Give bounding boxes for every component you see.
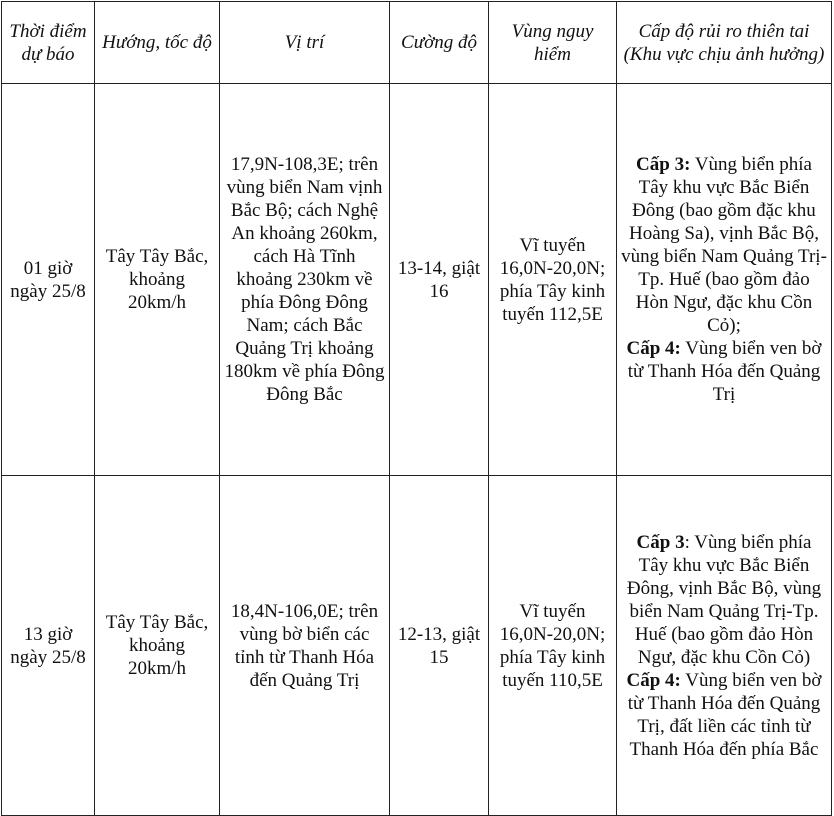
risk-description: : Vùng biển phía Tây khu vực Bắc Biển Đông, vịnh Bắc Bộ, vùng biển Nam Quảng Trị-Tp. Huế (bao gồm đảo Hòn Ngư, đặc khu Cồn Cỏ) — [626, 531, 822, 668]
risk-level-label: Cấp 3 — [636, 531, 685, 553]
header-row — [2, 2, 832, 84]
header-direction: Hướng, tốc độ — [95, 2, 220, 84]
risk-description: Vùng biển ven bờ từ Thanh Hóa đến Quảng Trị — [627, 338, 822, 405]
header-intensity: Cường độ — [390, 2, 489, 84]
cell-danger-zone: Vĩ tuyến 16,0N-20,0N; phía Tây kinh tuyến 110,5E — [489, 476, 617, 816]
cell-risk — [617, 84, 832, 476]
cell-time: 13 giờ ngày 25/8 — [2, 476, 95, 816]
risk-entry — [621, 153, 827, 337]
risk-description: Vùng biển ven bờ từ Thanh Hóa đến Quảng Trị, đất liền các tỉnh từ Thanh Hóa đến phía Bắc — [627, 669, 822, 760]
cell-time: 01 giờ ngày 25/8 — [2, 84, 95, 476]
header-position: Vị trí — [220, 2, 390, 84]
risk-entry — [621, 669, 827, 761]
cell-position: 18,4N-106,0E; trên vùng bờ biển các tỉnh từ Thanh Hóa đến Quảng Trị — [220, 476, 390, 816]
cell-danger-zone: Vĩ tuyến 16,0N-20,0N; phía Tây kinh tuyến 112,5E — [489, 84, 617, 476]
risk-level-label: Cấp 3: — [636, 154, 691, 175]
header-danger-zone: Vùng nguy hiểm — [489, 2, 617, 84]
header-time: Thời điểm dự báo — [2, 2, 95, 84]
risk-entry — [621, 337, 827, 406]
table-row — [2, 84, 832, 476]
risk-level-label: Cấp 4: — [626, 338, 681, 359]
forecast-table — [1, 1, 832, 816]
table-row — [2, 476, 832, 816]
cell-intensity: 12-13, giật 15 — [390, 476, 489, 816]
cell-risk — [617, 476, 832, 816]
risk-level-label: Cấp 4: — [626, 669, 681, 691]
cell-intensity: 13-14, giật 16 — [390, 84, 489, 476]
cell-direction: Tây Tây Bắc, khoảng 20km/h — [95, 476, 220, 816]
header-risk-level: Cấp độ rủi ro thiên tai (Khu vực chịu ảnh hưởng) — [617, 2, 832, 84]
risk-description: Vùng biển phía Tây khu vực Bắc Biển Đông (bao gồm đặc khu Hoàng Sa), vịnh Bắc Bộ, vùng biển Nam Quảng Trị-Tp. Huế (bao gồm đảo Hòn Ngư, đặc khu Cồn Cỏ); — [621, 154, 827, 336]
risk-entry — [621, 531, 827, 669]
cell-position: 17,9N-108,3E; trên vùng biển Nam vịnh Bắc Bộ; cách Nghệ An khoảng 260km, cách Hà Tĩnh khoảng 230km về phía Đông Đông Nam; cách Bắc Quảng Trị khoảng 180km về phía Đông Đông Bắc — [220, 84, 390, 476]
cell-direction: Tây Tây Bắc, khoảng 20km/h — [95, 84, 220, 476]
